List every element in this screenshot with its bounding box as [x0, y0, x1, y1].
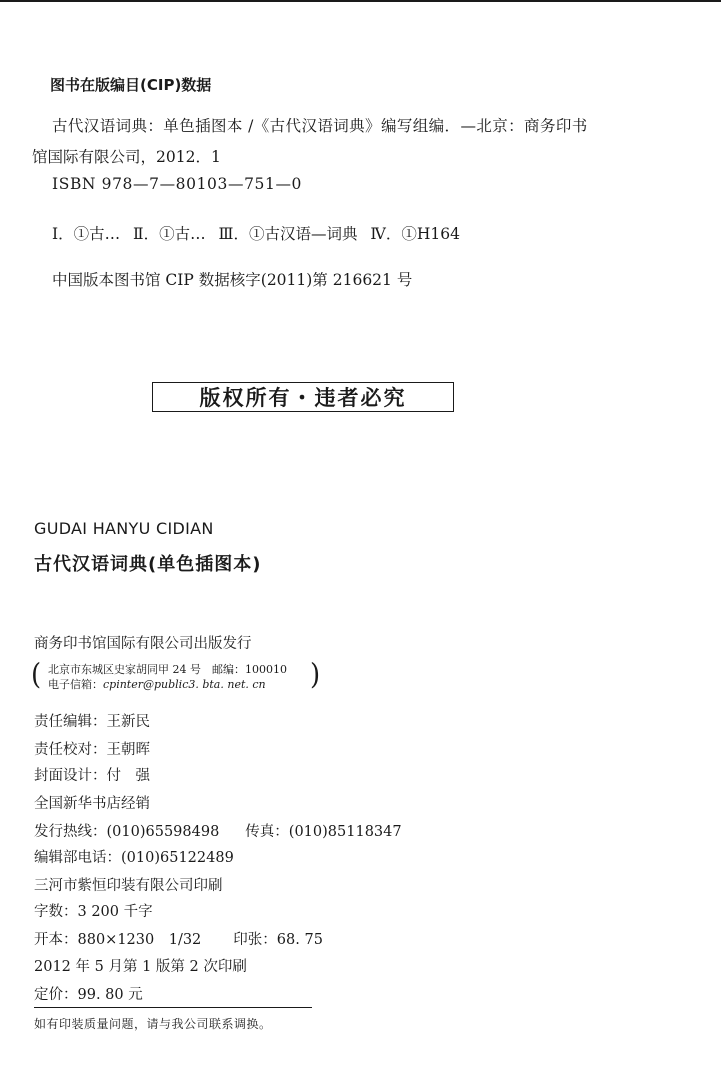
fax-number: 传真：(010)85118347: [245, 824, 402, 840]
sales-hotline: 发行热线：(010)65598498: [34, 824, 220, 840]
cip-heading: 图书在版编目(CIP)数据: [50, 76, 212, 94]
contact-line: [34, 820, 402, 841]
printed-sheets: 印张：68. 75: [233, 932, 323, 948]
word-count: 字数：3 200 千字: [34, 904, 153, 920]
email-label: 电子信箱：: [48, 678, 103, 691]
responsible-proofreader: 责任校对：王朝晖: [34, 742, 150, 758]
email-address: cpinter@public3. bta. net. cn: [103, 678, 266, 691]
copyright-notice: [152, 382, 454, 412]
publisher-email-line: [48, 676, 266, 692]
classification: Ⅰ．①古… Ⅱ．①古… Ⅲ．①古汉语—词典 Ⅳ．①H164: [52, 225, 460, 243]
book-title: 古代汉语词典(单色插图本): [34, 554, 262, 575]
editorial-phone: 编辑部电话：(010)65122489: [34, 850, 234, 866]
edition-printing: 2012 年 5 月第 1 版第 2 次印刷: [34, 959, 247, 975]
price: 定价：99. 80 元: [34, 987, 143, 1003]
top-border-line: [0, 0, 721, 2]
copyright-notice-text: 版权所有・违者必究: [199, 386, 407, 410]
pinyin-title: GUDAI HANYU CIDIAN: [34, 519, 214, 538]
cip-number: 中国版本图书馆 CIP 数据核字(2011)第 216621 号: [52, 271, 413, 289]
bottom-divider: [34, 1007, 312, 1008]
cip-description-line-1: 古代汉语词典：单色插图本 /《古代汉语词典》编写组编．—北京：商务印书: [52, 117, 588, 135]
left-parenthesis: (: [31, 658, 42, 692]
isbn: ISBN 978—7—80103—751—0: [52, 175, 303, 193]
format-line: [34, 928, 323, 949]
quality-notice: 如有印装质量问题，请与我公司联系调换。: [34, 1017, 272, 1031]
right-parenthesis: ): [310, 658, 321, 692]
responsible-editor: 责任编辑：王新民: [34, 714, 150, 730]
page-format: 开本：880×1230 1/32: [34, 932, 202, 948]
distributor: 全国新华书店经销: [34, 796, 150, 812]
cover-designer: 封面设计：付 强: [34, 768, 150, 784]
printer: 三河市紫恒印装有限公司印刷: [34, 878, 223, 894]
publisher-address: 北京市东城区史家胡同甲 24 号 邮编：100010: [48, 663, 287, 676]
cip-description-line-2: 馆国际有限公司，2012．1: [32, 148, 221, 166]
publisher-name: 商务印书馆国际有限公司出版发行: [34, 636, 252, 652]
